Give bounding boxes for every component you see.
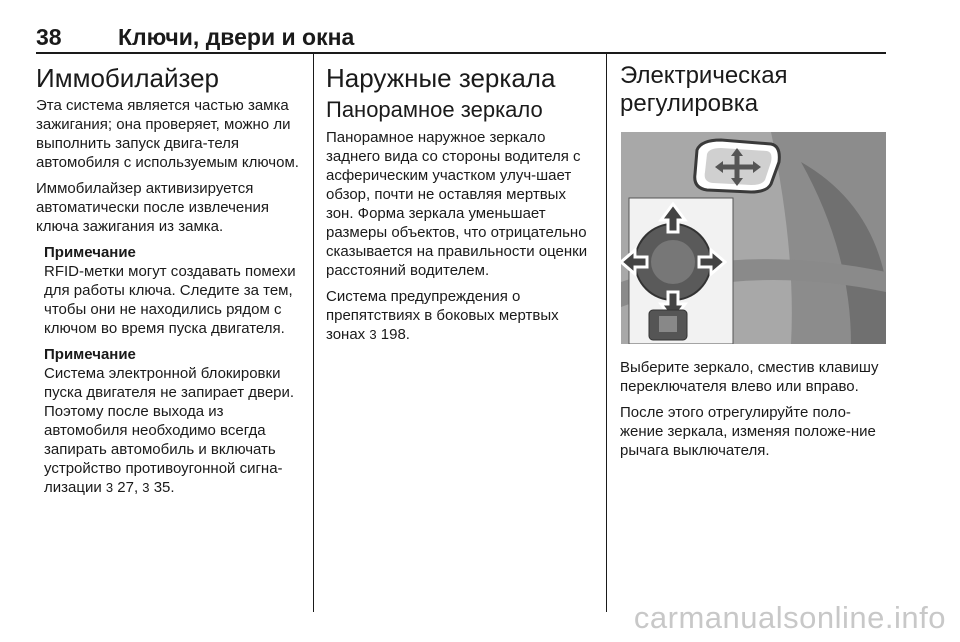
note-box bbox=[44, 243, 302, 338]
section-heading: Иммобилайзер bbox=[36, 63, 220, 93]
mirror-control-illustration bbox=[621, 132, 886, 344]
column-electric-adjustment bbox=[620, 62, 888, 467]
switch-panel bbox=[621, 198, 733, 344]
page-ref-icon: 3 bbox=[369, 327, 377, 342]
note-text bbox=[44, 364, 302, 497]
paragraph: После этого отрегулируйте поло-жение зеркала, изменяя положе-ние рычага выключателя. bbox=[620, 404, 876, 459]
paragraph: Панорамное наружное зеркало заднего вида со стороны водителя с асферическим участком улуч-шает обзор, почти не оставляя мертвых зон. Форма зеркала уменьшает размеры объектов, что отрицательно сказывается на правильности оценки расстояний водителем. bbox=[326, 129, 588, 279]
page-ref[interactable]: 27, bbox=[113, 479, 143, 496]
page-ref[interactable]: 198. bbox=[376, 326, 410, 343]
page-header bbox=[36, 24, 886, 52]
mirror-switch-figure bbox=[621, 132, 886, 344]
subsection-heading: Панорамное зеркало bbox=[326, 97, 543, 122]
page-number: 38 bbox=[36, 24, 62, 50]
mirror-icon bbox=[695, 140, 780, 192]
page-ref[interactable]: 35. bbox=[149, 479, 175, 496]
header-rule bbox=[36, 52, 886, 54]
paragraph: Иммобилайзер активизируется автоматически после извлечения ключа зажигания из замка. bbox=[36, 180, 270, 235]
watermark: carmanualsonline.info bbox=[633, 600, 946, 635]
note-heading: Примечание bbox=[44, 346, 136, 363]
paragraph-text: Система предупреждения о препятствиях в боковых мертвых зонах bbox=[326, 288, 559, 343]
column-exterior-mirrors bbox=[326, 62, 594, 351]
section-heading: Электрическая регулировка bbox=[620, 62, 788, 117]
paragraph bbox=[326, 287, 594, 344]
note-text: RFID-метки могут создавать помехи для работы ключа. Следите за тем, чтобы они не находились рядом с ключом во время пуска двигателя. bbox=[44, 263, 296, 337]
column-divider bbox=[606, 54, 607, 612]
chapter-title: Ключи, двери и окна bbox=[118, 24, 355, 50]
page-ref-icon: 3 bbox=[142, 480, 150, 495]
paragraph: Выберите зеркало, сместив клавишу переключателя влево или вправо. bbox=[620, 359, 879, 395]
note-heading: Примечание bbox=[44, 244, 136, 261]
paragraph: Эта система является частью замка зажигания; она проверяет, можно ли выполнить запуск двига-теля автомобиля с используемым ключом. bbox=[36, 97, 299, 171]
section-heading: Наружные зеркала bbox=[326, 63, 556, 93]
note-box bbox=[44, 345, 302, 497]
column-immobilizer bbox=[36, 62, 302, 504]
note-text-body: Система электронной блокировки пуска двигателя не запирает двери. Поэтому после выхода из автомобиля необходимо всегда запирать автомобиль и включать устройство противоугонной сигна-лизации bbox=[44, 365, 295, 496]
page-ref-icon: 3 bbox=[105, 480, 114, 495]
column-divider bbox=[313, 54, 314, 612]
